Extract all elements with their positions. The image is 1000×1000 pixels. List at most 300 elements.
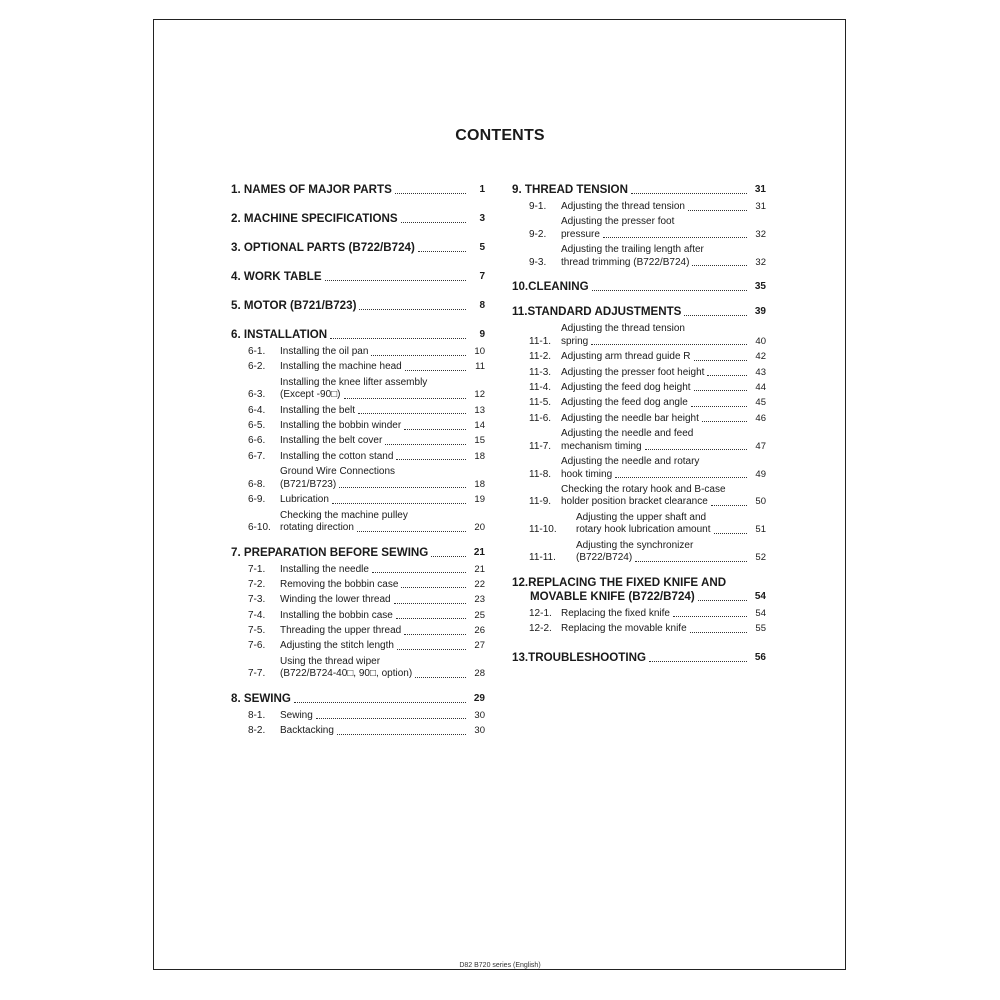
- subsection-line: [280, 494, 485, 507]
- subsection-line: [561, 456, 766, 469]
- page-number: 9: [479, 329, 485, 340]
- subsection-line: [561, 413, 766, 426]
- subsection-title: (B721/B723): [280, 478, 337, 490]
- page-number: 56: [754, 651, 766, 663]
- subsection-text: [561, 456, 766, 481]
- page-number: 12: [474, 389, 485, 401]
- subsection-number: 12-2.: [529, 623, 552, 635]
- toc-subsection[interactable]: [231, 594, 485, 607]
- toc-subsection[interactable]: [231, 725, 485, 738]
- dot-leader: [631, 193, 747, 194]
- toc-subsection[interactable]: [512, 484, 766, 509]
- subsection-line: [280, 389, 485, 402]
- toc-subsection[interactable]: [512, 540, 766, 565]
- toc-section: [512, 576, 766, 636]
- page-number: 32: [755, 256, 766, 268]
- subsection-line: [280, 656, 485, 669]
- section-label: 1. NAMES OF MAJOR PARTS: [231, 183, 392, 196]
- subsection-title: Adjusting the needle and rotary: [561, 456, 700, 468]
- subsection-number: 12-1.: [529, 607, 552, 619]
- dot-leader: [332, 503, 466, 504]
- page-number: 55: [755, 623, 766, 635]
- subsection-text: [280, 710, 485, 723]
- subsection-title: Adjusting the presser foot: [561, 216, 675, 228]
- subsection-text: [280, 346, 485, 359]
- subsection-number: 6-10.: [248, 522, 271, 534]
- page-number: 50: [755, 496, 766, 508]
- section-label: 10.CLEANING: [512, 280, 589, 294]
- subsection-title: thread trimming (B722/B724): [561, 256, 690, 268]
- toc-subsection[interactable]: [231, 656, 485, 681]
- dot-leader: [396, 618, 466, 619]
- subsection-number: 11-7.: [529, 440, 552, 452]
- subsection-number: 7-3.: [248, 594, 266, 606]
- toc-section: [512, 183, 766, 269]
- page-number: 29: [473, 692, 485, 704]
- dot-leader: [404, 429, 466, 430]
- toc-subsection[interactable]: [231, 640, 485, 653]
- subsection-line: [561, 397, 766, 410]
- subsection-line: [561, 382, 766, 395]
- subsection-number: 6-2.: [248, 361, 266, 373]
- subsection-text: [280, 640, 485, 653]
- dot-leader: [592, 290, 747, 291]
- subsection-title: Adjusting the feed dog angle: [561, 397, 688, 409]
- subsection-title: Adjusting the presser foot height: [561, 366, 705, 378]
- subsection-number: 6-4.: [248, 404, 266, 416]
- subsection-line: [280, 377, 485, 390]
- page-number: 49: [755, 468, 766, 480]
- subsection-number: 7-1.: [248, 563, 266, 575]
- toc-section-heading[interactable]: [231, 546, 485, 560]
- subsection-line: [561, 469, 766, 482]
- toc-section-heading[interactable]: [231, 270, 485, 284]
- page-number: 51: [755, 524, 766, 536]
- subsection-text: [280, 510, 485, 535]
- page-number: 3: [479, 213, 485, 224]
- toc-subsection[interactable]: [231, 346, 485, 359]
- page-number: 20: [474, 522, 485, 534]
- page-number: 44: [755, 381, 766, 393]
- page-number: 35: [754, 281, 766, 293]
- subsection-title: Replacing the movable knife: [561, 623, 687, 635]
- subsection-line: [561, 623, 766, 636]
- toc-subsection[interactable]: [512, 413, 766, 426]
- dot-leader: [359, 309, 466, 310]
- toc-section-heading[interactable]: [512, 576, 766, 590]
- page-number: 54: [755, 607, 766, 619]
- dot-leader: [603, 237, 747, 238]
- subsection-text: [280, 466, 485, 491]
- toc-subsection[interactable]: [231, 710, 485, 723]
- toc-subsection[interactable]: [512, 456, 766, 481]
- subsection-title: Threading the upper thread: [280, 625, 402, 637]
- toc-subsection[interactable]: [512, 512, 766, 537]
- subsection-text: [561, 323, 766, 348]
- subsection-line: [280, 466, 485, 479]
- subsection-number: 7-5.: [248, 625, 266, 637]
- dot-leader: [688, 210, 747, 211]
- subsection-line: [561, 441, 766, 454]
- subsection-number: 8-2.: [248, 725, 266, 737]
- toc-subsection[interactable]: [231, 405, 485, 418]
- subsection-title: pressure: [561, 228, 600, 240]
- toc-subsection[interactable]: [231, 377, 485, 402]
- subsection-line: [576, 524, 766, 537]
- toc-subsection[interactable]: [512, 323, 766, 348]
- subsection-title: Installing the belt: [280, 404, 356, 416]
- page-number: 18: [474, 478, 485, 490]
- page-number: 30: [474, 725, 485, 737]
- subsection-line: [280, 610, 485, 623]
- page-number: 23: [474, 594, 485, 606]
- toc-subsection[interactable]: [512, 608, 766, 621]
- toc-subsection[interactable]: [231, 494, 485, 507]
- toc-subsection[interactable]: [512, 623, 766, 636]
- subsection-number: 9-2.: [529, 228, 547, 240]
- subsection-line: [280, 579, 485, 592]
- dot-leader: [325, 280, 466, 281]
- page-number: 42: [755, 351, 766, 363]
- toc-section: [231, 270, 485, 284]
- subsection-line: [561, 323, 766, 336]
- subsection-title: Installing the belt cover: [280, 435, 383, 447]
- subsection-line: [561, 257, 766, 270]
- dot-leader: [337, 734, 466, 735]
- subsection-title: Sewing: [280, 709, 313, 721]
- dot-leader: [691, 406, 747, 407]
- subsection-title: holder position bracket clearance: [561, 496, 708, 508]
- toc-subsection[interactable]: [512, 244, 766, 269]
- section-label: 3. OPTIONAL PARTS (B722/B724): [231, 241, 415, 254]
- toc-subsection[interactable]: [231, 420, 485, 433]
- subsection-line: [280, 451, 485, 464]
- dot-leader: [591, 344, 747, 345]
- dot-leader: [404, 634, 466, 635]
- toc-subsection[interactable]: [231, 564, 485, 577]
- subsection-text: [280, 725, 485, 738]
- dot-leader: [673, 616, 747, 617]
- toc-subsection[interactable]: [512, 216, 766, 241]
- dot-leader: [615, 477, 747, 478]
- subsection-text: [561, 397, 766, 410]
- dot-leader: [645, 449, 747, 450]
- subsection-number: 11-9.: [529, 496, 552, 508]
- subsection-line: [280, 594, 485, 607]
- dot-leader: [401, 222, 466, 223]
- subsection-line: [561, 608, 766, 621]
- toc-section-heading[interactable]: [512, 651, 766, 665]
- subsection-line: [280, 522, 485, 535]
- subsection-number: 11-3.: [529, 366, 552, 378]
- toc-section-heading[interactable]: [231, 299, 485, 313]
- dot-leader: [401, 587, 466, 588]
- page-number: 18: [474, 450, 485, 462]
- subsection-text: [280, 594, 485, 607]
- toc-section-heading[interactable]: [512, 280, 766, 294]
- toc-subsection[interactable]: [231, 579, 485, 592]
- toc-subsection[interactable]: [512, 351, 766, 364]
- subsection-title: Adjusting arm thread guide R: [561, 351, 691, 363]
- page-number: 54: [754, 590, 766, 602]
- subsection-number: 7-4.: [248, 609, 266, 621]
- subsection-line: [280, 361, 485, 374]
- toc-section-heading[interactable]: [512, 305, 766, 319]
- subsection-title: (B722/B724-40□, 90□, option): [280, 668, 413, 680]
- subsection-text: [561, 216, 766, 241]
- subsection-title: Adjusting the thread tension: [561, 323, 685, 335]
- section-label: 13.TROUBLESHOOTING: [512, 650, 646, 664]
- subsection-title: spring: [561, 335, 589, 347]
- toc-section: [512, 305, 766, 564]
- toc-subsection-list: [512, 201, 766, 269]
- subsection-title: hook timing: [561, 468, 613, 480]
- subsection-title: Installing the bobbin case: [280, 609, 393, 621]
- page-number: 11: [475, 361, 485, 373]
- toc-subsection-list: [512, 608, 766, 636]
- page-number: 22: [474, 578, 485, 590]
- subsection-title: Installing the oil pan: [280, 346, 369, 357]
- subsection-text: [280, 494, 485, 507]
- subsection-line: [280, 625, 485, 638]
- page-number: 7: [479, 271, 485, 282]
- subsection-line: [561, 216, 766, 229]
- toc-section: [231, 183, 485, 197]
- section-label: 8. SEWING: [231, 691, 291, 705]
- toc-subsection[interactable]: [512, 428, 766, 453]
- toc-subsection[interactable]: [231, 625, 485, 638]
- dot-leader: [694, 390, 747, 391]
- page-number: 27: [474, 640, 485, 652]
- dot-leader: [698, 600, 747, 601]
- dot-leader: [635, 561, 747, 562]
- subsection-line: [561, 244, 766, 257]
- dot-leader: [690, 632, 747, 633]
- subsection-title: Adjusting the upper shaft and: [576, 511, 707, 523]
- subsection-text: [561, 623, 766, 636]
- dot-leader: [418, 251, 466, 252]
- subsection-title: Using the thread wiper: [280, 655, 381, 667]
- subsection-title: Lubrication: [280, 494, 329, 506]
- subsection-text: [561, 367, 766, 380]
- dot-leader: [358, 413, 466, 414]
- subsection-line: [561, 229, 766, 242]
- page-number: 21: [474, 563, 485, 575]
- subsection-text: [576, 540, 766, 565]
- dot-leader: [316, 718, 466, 719]
- toc-section: [231, 692, 485, 738]
- dot-leader: [395, 193, 466, 194]
- dot-leader: [692, 265, 747, 266]
- toc-section-heading[interactable]: [231, 692, 485, 706]
- page-number: 32: [755, 228, 766, 240]
- toc-subsection[interactable]: [231, 466, 485, 491]
- subsection-number: 6-8.: [248, 478, 266, 490]
- toc-left-column: [231, 183, 485, 741]
- subsection-title: (Except -90□): [280, 389, 341, 401]
- toc-subsection[interactable]: [231, 451, 485, 464]
- subsection-line: [280, 346, 485, 359]
- subsection-title: Adjusting the trailing length after: [561, 244, 704, 256]
- subsection-line: [280, 640, 485, 653]
- section-label: 2. MACHINE SPECIFICATIONS: [231, 212, 398, 225]
- dot-leader: [405, 370, 466, 371]
- toc-section-heading[interactable]: [231, 328, 485, 342]
- page-number: 31: [755, 201, 766, 212]
- subsection-line: [280, 710, 485, 723]
- toc-subsection[interactable]: [231, 435, 485, 448]
- subsection-line: [280, 510, 485, 523]
- toc-section: [231, 546, 485, 681]
- subsection-text: [280, 579, 485, 592]
- subsection-title: Removing the bobbin case: [280, 578, 399, 590]
- subsection-title: Installing the machine head: [280, 361, 402, 373]
- subsection-title: Checking the rotary hook and B-case: [561, 483, 726, 495]
- subsection-number: 11-11.: [529, 552, 556, 564]
- dot-leader: [330, 338, 466, 339]
- toc-subsection-list: [512, 323, 766, 564]
- dot-leader: [649, 661, 747, 662]
- dot-leader: [371, 355, 466, 356]
- toc-section: [231, 328, 485, 535]
- page-number: 13: [474, 404, 485, 416]
- subsection-text: [561, 484, 766, 509]
- page-number: 28: [474, 668, 485, 680]
- subsection-number: 6-6.: [248, 435, 266, 447]
- subsection-text: [280, 625, 485, 638]
- dot-leader: [707, 375, 747, 376]
- subsection-number: 6-7.: [248, 450, 266, 462]
- toc-right-column: [512, 183, 766, 665]
- subsection-title: Adjusting the needle bar height: [561, 412, 699, 424]
- subsection-title: mechanism timing: [561, 440, 642, 452]
- dot-leader: [694, 360, 747, 361]
- subsection-text: [561, 351, 766, 364]
- page-number: 21: [473, 546, 485, 558]
- toc-section-heading[interactable]: [231, 183, 485, 197]
- subsection-number: 8-1.: [248, 709, 266, 721]
- subsection-line: [576, 540, 766, 553]
- section-label: 9. THREAD TENSION: [512, 183, 628, 196]
- toc-subsection-list: [231, 564, 485, 681]
- page-number: 10: [474, 346, 485, 357]
- section-label: 11.STANDARD ADJUSTMENTS: [512, 305, 682, 319]
- subsection-line: [280, 668, 485, 681]
- page-number: 1: [479, 184, 485, 195]
- subsection-line: [280, 420, 485, 433]
- subsection-number: 11-6.: [529, 412, 552, 424]
- dot-leader: [684, 315, 747, 316]
- subsection-line: [280, 725, 485, 738]
- toc-subsection[interactable]: [512, 397, 766, 410]
- subsection-line: [561, 496, 766, 509]
- subsection-title: Adjusting the feed dog height: [561, 381, 691, 393]
- toc-section: [512, 651, 766, 665]
- toc-subsection[interactable]: [231, 610, 485, 623]
- subsection-text: [561, 413, 766, 426]
- subsection-title: Adjusting the stitch length: [280, 640, 394, 652]
- toc-subsection[interactable]: [512, 201, 766, 214]
- subsection-number: 6-1.: [248, 346, 266, 357]
- subsection-text: [280, 656, 485, 681]
- page-number: 5: [479, 242, 485, 253]
- page-number: 45: [755, 397, 766, 409]
- subsection-text: [561, 201, 766, 214]
- page-number: 43: [755, 366, 766, 378]
- section-label-cont: MOVABLE KNIFE (B722/B724): [530, 589, 695, 603]
- subsection-title: Adjusting the thread tension: [561, 201, 685, 212]
- page-number: 31: [754, 184, 766, 195]
- page-number: 8: [479, 300, 485, 311]
- toc-subsection[interactable]: [231, 510, 485, 535]
- subsection-number: 11-4.: [529, 381, 552, 393]
- toc-subsection[interactable]: [231, 361, 485, 374]
- section-label: 5. MOTOR (B721/B723): [231, 299, 357, 312]
- subsection-title: rotary hook lubrication amount: [576, 524, 711, 536]
- subsection-number: 11-5.: [529, 397, 552, 409]
- subsection-text: [280, 451, 485, 464]
- subsection-text: [280, 361, 485, 374]
- dot-leader: [372, 572, 466, 573]
- subsection-title: rotating direction: [280, 522, 354, 534]
- subsection-title: Adjusting the needle and feed: [561, 428, 694, 440]
- page-footer: D82 B720 series (English): [459, 962, 541, 969]
- toc-section-heading[interactable]: [231, 212, 485, 226]
- subsection-text: [280, 377, 485, 402]
- subsection-text: [561, 428, 766, 453]
- subsection-number: 9-1.: [529, 201, 547, 212]
- subsection-line: [280, 405, 485, 418]
- dot-leader: [344, 398, 466, 399]
- subsection-title: Replacing the fixed knife: [561, 607, 670, 619]
- subsection-number: 11-10.: [529, 524, 557, 536]
- subsection-text: [280, 420, 485, 433]
- subsection-text: [280, 405, 485, 418]
- page-number: 39: [754, 306, 766, 318]
- subsection-line: [280, 435, 485, 448]
- dot-leader: [431, 556, 466, 557]
- subsection-number: 7-6.: [248, 640, 266, 652]
- subsection-number: 6-3.: [248, 389, 266, 401]
- subsection-line: [561, 351, 766, 364]
- toc-section-heading[interactable]: [512, 183, 766, 197]
- dot-leader: [396, 459, 466, 460]
- toc-section-heading-cont[interactable]: [512, 590, 766, 604]
- subsection-line: [561, 428, 766, 441]
- dot-leader: [385, 444, 466, 445]
- toc-subsection-list: [231, 346, 485, 535]
- page-number: 52: [755, 552, 766, 564]
- subsection-text: [280, 564, 485, 577]
- subsection-text: [576, 512, 766, 537]
- toc-section: [231, 212, 485, 226]
- toc-subsection[interactable]: [512, 382, 766, 395]
- subsection-title: Adjusting the synchronizer: [576, 539, 694, 551]
- subsection-number: 7-2.: [248, 578, 266, 590]
- subsection-line: [280, 479, 485, 492]
- subsection-line: [576, 552, 766, 565]
- page-number: 26: [474, 625, 485, 637]
- page-number: 25: [474, 609, 485, 621]
- dot-leader: [397, 649, 466, 650]
- dot-leader: [294, 702, 466, 703]
- toc-section-heading[interactable]: [231, 241, 485, 255]
- subsection-number: 6-9.: [248, 494, 266, 506]
- section-label: 4. WORK TABLE: [231, 270, 322, 283]
- toc-subsection[interactable]: [512, 367, 766, 380]
- dot-leader: [714, 533, 747, 534]
- subsection-line: [280, 564, 485, 577]
